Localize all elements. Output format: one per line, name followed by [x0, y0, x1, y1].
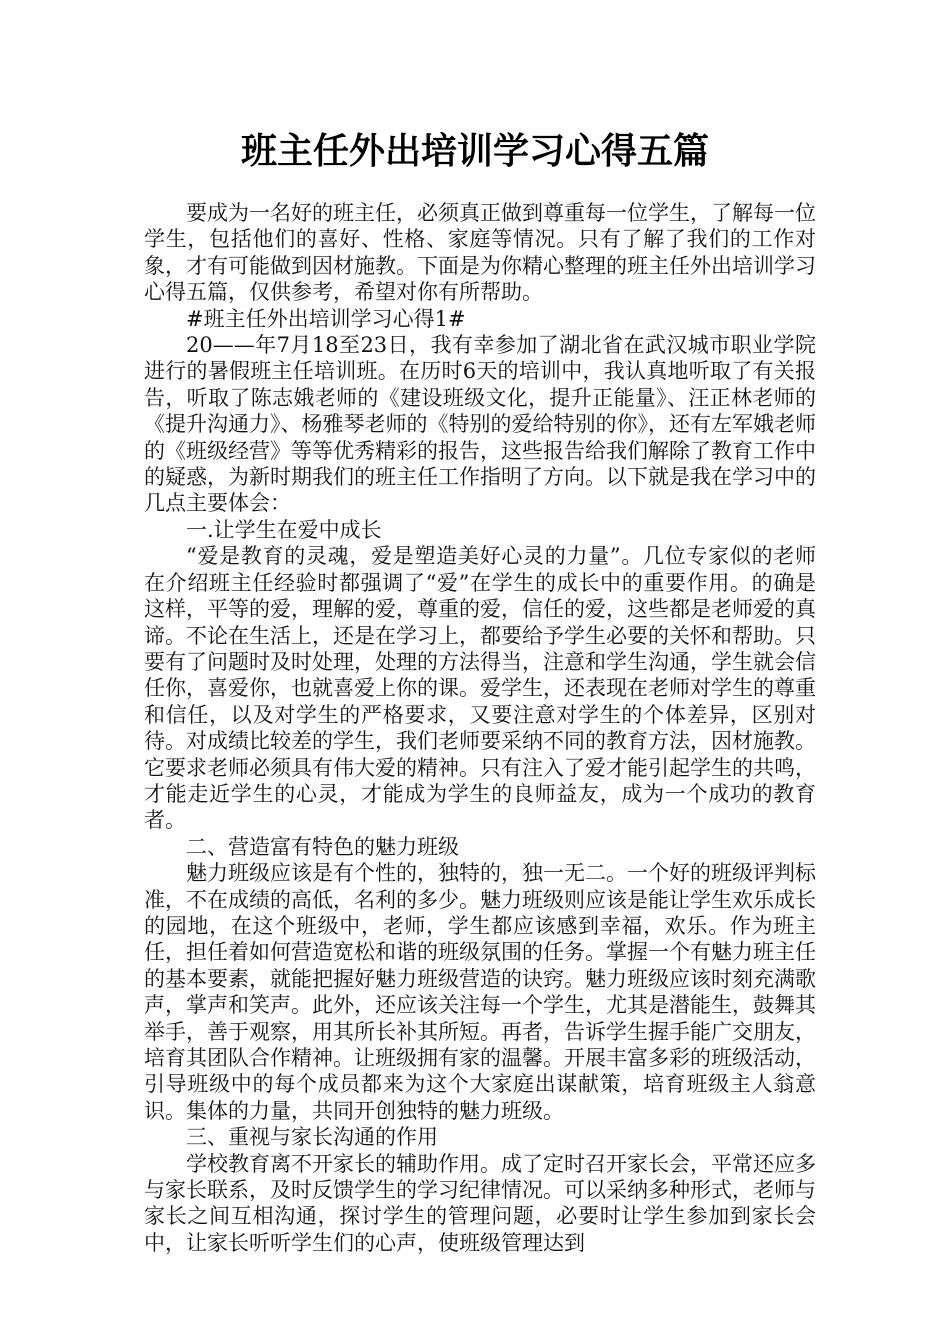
section-heading: 二、营造富有特色的魅力班级: [186, 834, 459, 859]
body-paragraph: 魅力班级应该是有个性的，独特的，独一无二。一个好的班级评判标准，不在成绩的高低，名利的多少。魅力班级则应该是能让学生欢乐成长的园地，在这个班级中，老师，学生都应该感到幸福，欢乐。作为班主任，担任着如何营造宽松和谐的班级氛围的任务。掌握一个有魅力班主任的基本要素，就能把握好魅力班级营造的诀窍。魅力班级应该时刻充满歌声，掌声和笑声。此外，还应该关注每一个学生，尤其是潜能生，鼓舞其举手，善于观察，用其所长补其所短。再者，告诉学生握手能广交朋友，培育其团队合作精神。让班级拥有家的温馨。开展丰富多彩的班级活动，引导班级中的每个成员都来为这个大家庭出谋献策，培育班级主人翁意识。集体的力量，共同开创独特的魅力班级。: [144, 861, 816, 1123]
section-marker: #班主任外出培训学习心得1#: [186, 306, 466, 331]
intro-paragraph: 要成为一名好的班主任，必须真正做到尊重每一位学生，了解每一位学生，包括他们的喜好、性格、家庭等情况。只有了解了我们的工作对象，才有可能做到因材施教。下面是为你精心整理的班主任外出培训学习心得五篇，仅供参考，希望对你有所帮助。: [144, 201, 816, 305]
body-paragraph: “爱是教育的灵魂，爱是塑造美好心灵的力量”。几位专家似的老师在介绍班主任经验时都强调了“爱”在学生的成长中的重要作用。的确是这样，平等的爱，理解的爱，尊重的爱，信任的爱，这些都是老师爱的真谛。不论在生活上，还是在学习上，都要给予学生必要的关怀和帮助。只要有了问题时及时处理，处理的方法得当，注意和学生沟通，学生就会信任你，喜爱你，也就喜爱上你的课。爱学生，还表现在老师对学生的尊重和信任，以及对学生的严格要求，又要注意对学生的个体差异，区别对待。对成绩比较差的学生，我们老师要采纳不同的教育方法，因材施教。它要求老师必须具有伟大爱的精神。只有注入了爱才能引起学生的共鸣，才能走近学生的心灵，才能成为学生的良师益友，成为一个成功的教育者。: [144, 544, 816, 833]
document-body: [144, 200, 816, 1256]
body-paragraph: 20——年7月18至23日，我有幸参加了湖北省在武汉城市职业学院进行的暑假班主任培训班。在历时6天的培训中，我认真地听取了有关报告，听取了陈志娥老师的《建设班级文化，提升正能量》、汪正林老师的《提升沟通力》、杨雅琴老师的《特别的爱给特别的你》，还有左军娥老师的《班级经营》等等优秀精彩的报告，这些报告给我们解除了教育工作中的疑惑，为新时期我们的班主任工作指明了方向。以下就是我在学习中的几点主要体会：: [144, 333, 816, 516]
body-paragraph: 学校教育离不开家长的辅助作用。成了定时召开家长会，平常还应多与家长联系，及时反馈学生的学习纪律情况。可以采纳多种形式，老师与家长之间互相沟通，探讨学生的管理问题，必要时让学生参加到家长会中，让家长听听学生们的心声，使班级管理达到: [144, 1151, 816, 1255]
section-heading: 一.让学生在爱中成长: [186, 517, 382, 542]
section-heading: 三、重视与家长沟通的作用: [186, 1125, 438, 1150]
document-title: 班主任外出培训学习心得五篇: [240, 131, 709, 172]
